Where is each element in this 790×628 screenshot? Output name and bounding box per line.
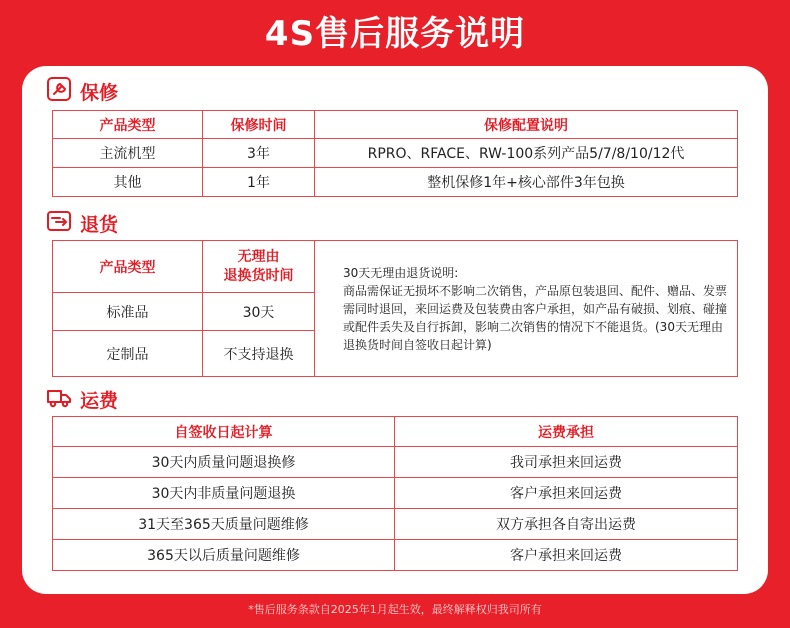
table-cell: 主流机型 [53, 139, 203, 168]
returns-heading: 退货 [80, 213, 119, 236]
shipping-heading: 运费 [80, 389, 119, 412]
table-cell: 整机保修1年+核心部件3年包换 [315, 168, 738, 197]
table-cell: 我司承担来回运费 [395, 447, 738, 478]
returns-table [52, 240, 738, 377]
table-row [53, 139, 738, 168]
table-cell: 31天至365天质量问题维修 [53, 509, 395, 540]
table-cell: 365天以后质量问题维修 [53, 540, 395, 571]
table-row [53, 540, 738, 571]
table-cell: 双方承担各自寄出运费 [395, 509, 738, 540]
table-header-row [53, 241, 738, 293]
table-row [53, 509, 738, 540]
table-cell: 30天 [203, 293, 315, 331]
table-header-cell: 自签收日起计算 [53, 417, 395, 447]
wrench-icon [46, 76, 72, 106]
table-cell: 30天内非质量问题退换 [53, 478, 395, 509]
table-row [53, 447, 738, 478]
table-cell: 客户承担来回运费 [395, 540, 738, 571]
table-cell: 定制品 [53, 331, 203, 377]
table-header-cell: 无理由 退换货时间 [203, 241, 315, 293]
return-policy-note [315, 241, 738, 377]
table-header-cell: 产品类型 [53, 111, 203, 139]
table-cell: 1年 [203, 168, 315, 197]
warranty-heading: 保修 [80, 81, 119, 104]
return-box-icon [46, 208, 72, 238]
table-header-row [53, 111, 738, 139]
note-body: 商品需保证无损坏不影响二次销售，产品原包装退回、配件、赠品、发票需同时退回，来回运费及包装费由客户承担，如产品有破损、划痕、碰撞或配件丢失及自行拆卸，影响二次销售的情况下不能退货。(30天无理由退换货时间自签收日起计算) [343, 283, 728, 352]
note-title: 30天无理由退货说明: [343, 265, 459, 280]
table-header-cell: 保修时间 [203, 111, 315, 139]
table-row [53, 168, 738, 197]
table-row [53, 478, 738, 509]
table-header-cell: 保修配置说明 [315, 111, 738, 139]
table-header-row [53, 417, 738, 447]
table-cell: 客户承担来回运费 [395, 478, 738, 509]
table-cell: 30天内质量问题退换修 [53, 447, 395, 478]
table-header-cell: 运费承担 [395, 417, 738, 447]
shipping-table [52, 416, 738, 571]
table-header-cell: 产品类型 [53, 241, 203, 293]
returns-section-header [46, 210, 118, 236]
warranty-section-header [46, 78, 118, 104]
table-cell: 3年 [203, 139, 315, 168]
table-cell: 其他 [53, 168, 203, 197]
delivery-truck-icon [46, 384, 72, 414]
shipping-section-header [46, 386, 118, 412]
warranty-table [52, 110, 738, 197]
table-cell: 不支持退换 [203, 331, 315, 377]
table-cell: RPRO、RFACE、RW-100系列产品5/7/8/10/12代 [315, 139, 738, 168]
table-cell: 标准品 [53, 293, 203, 331]
footer-note: *售后服务条款自2025年1月起生效，最终解释权归我司所有 [248, 603, 542, 616]
page-title: 4S售后服务说明 [264, 14, 526, 54]
